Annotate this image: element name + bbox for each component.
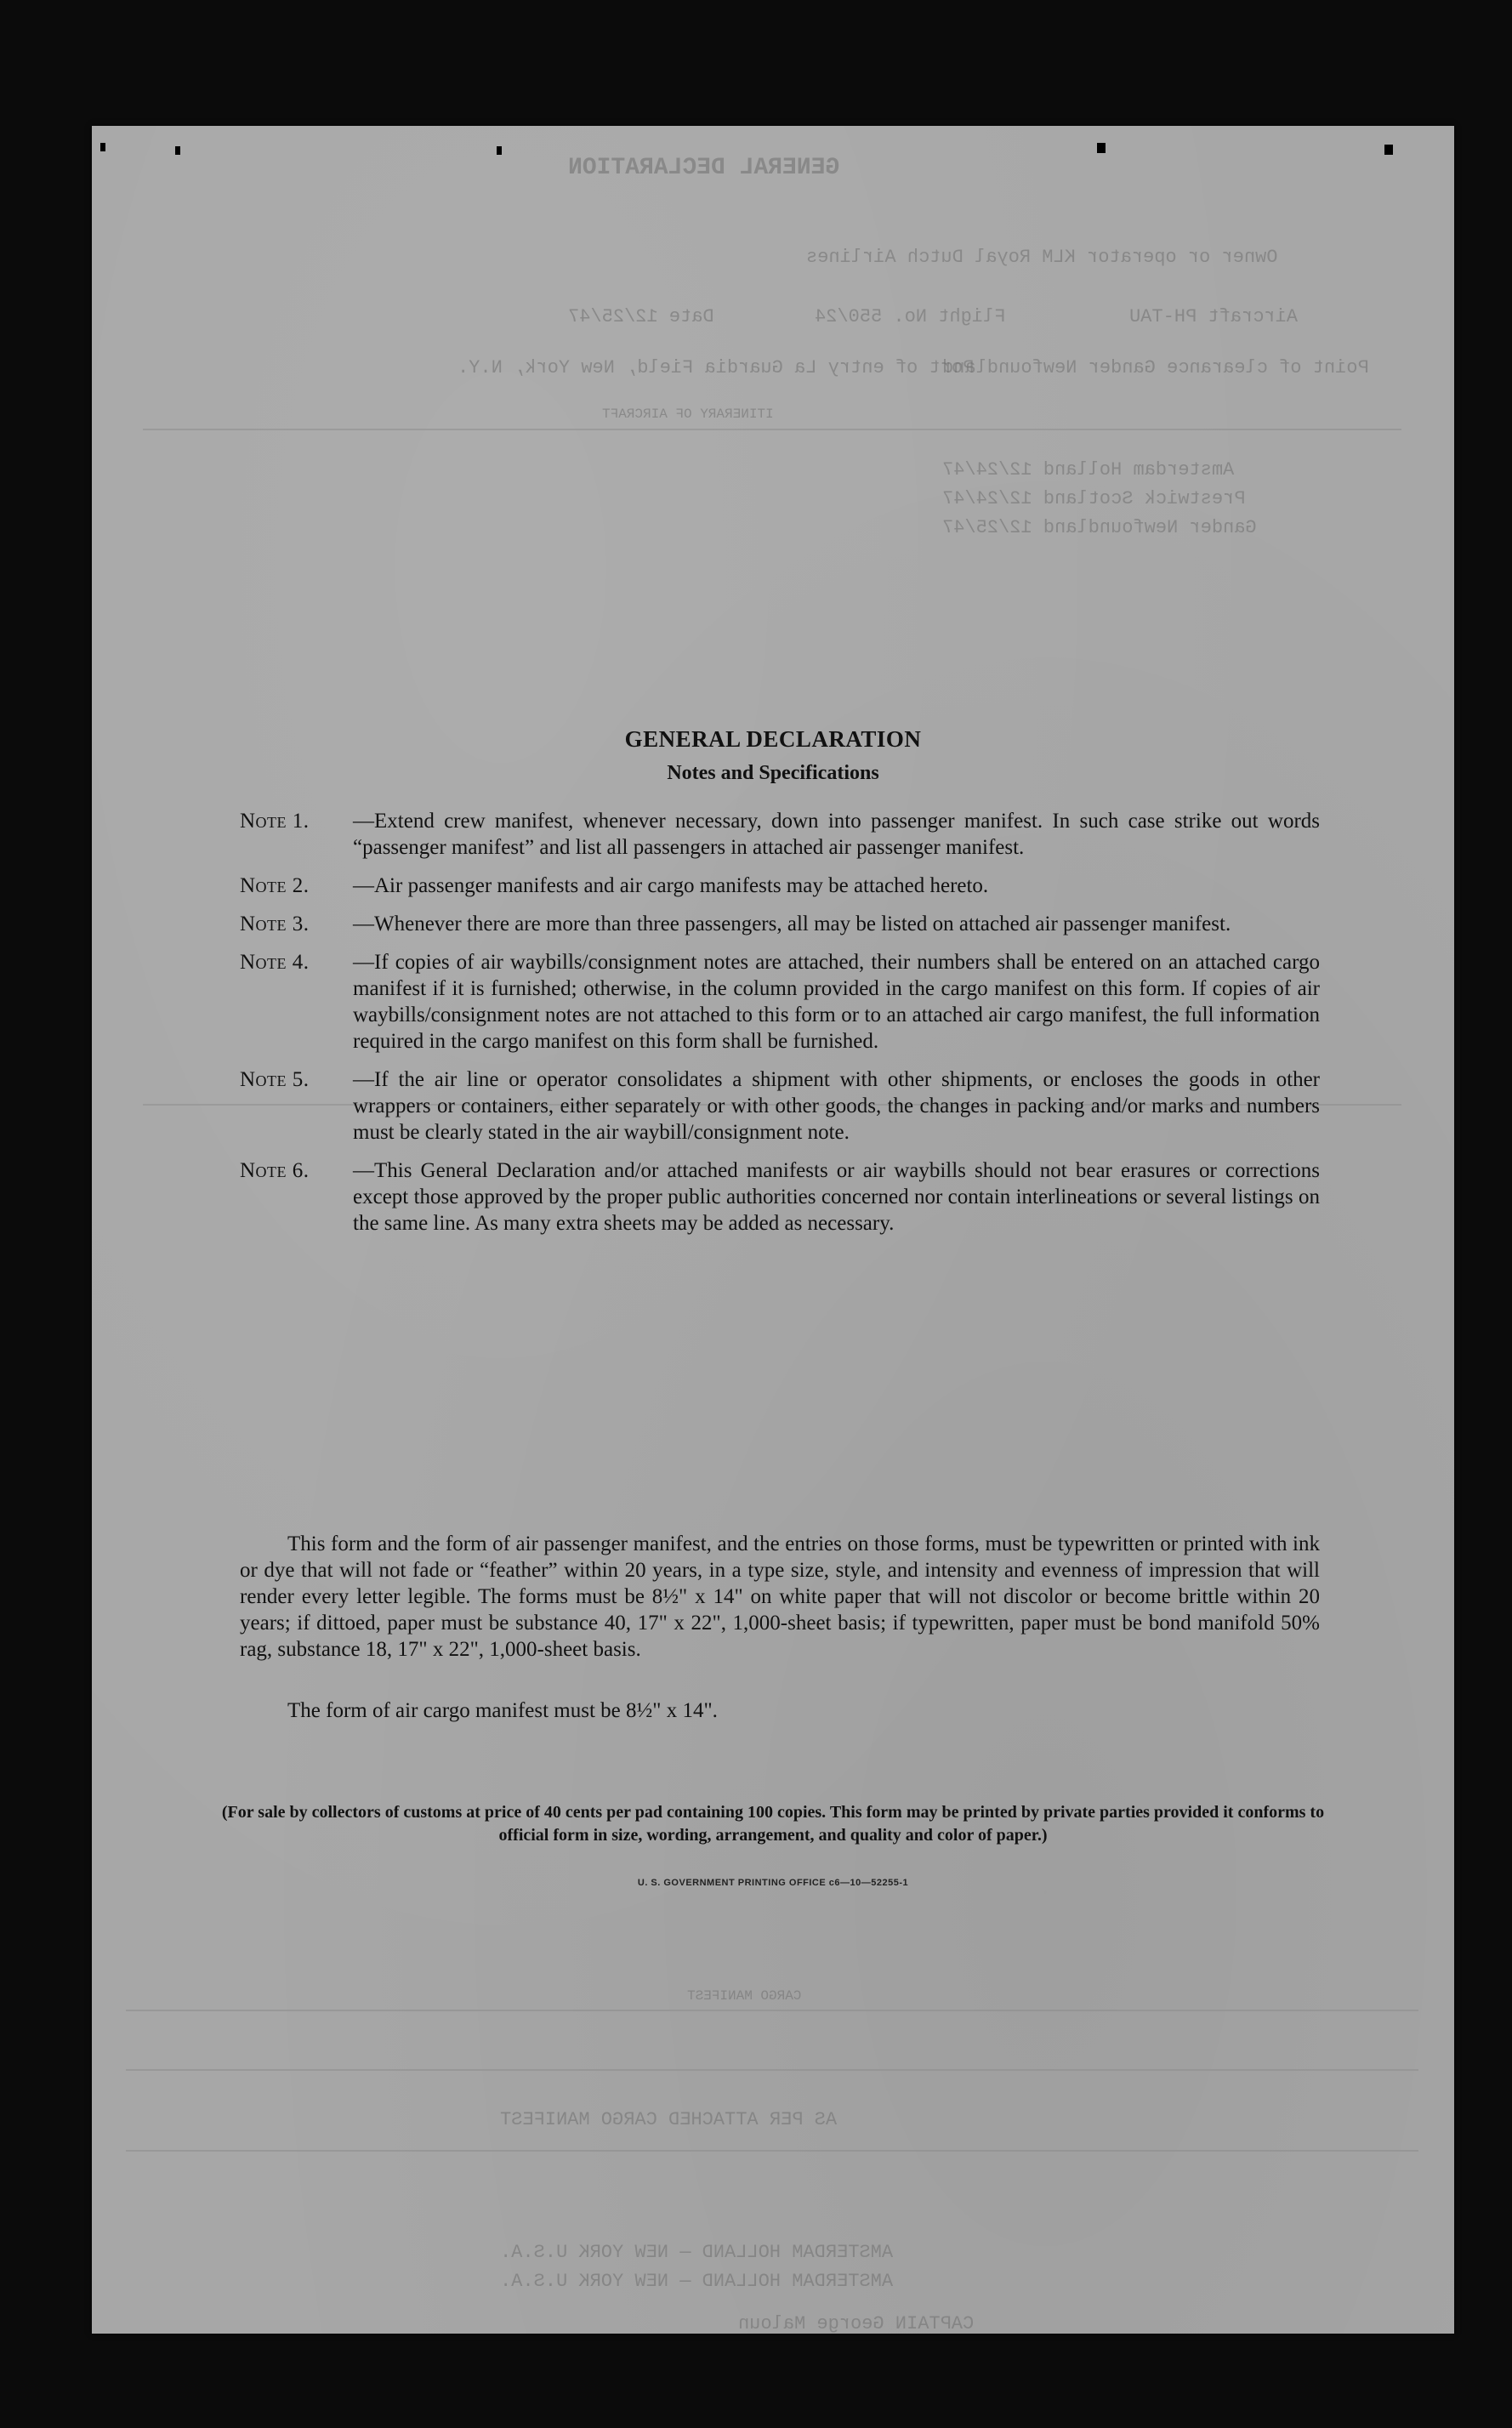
specification-paragraph: This form and the form of air passenger manifest, and the entries on those forms, must be typewritten or printed with ink or dye that will not fade or “feather” within 20 years, in a type size, style, and intensity and evenness of impression that will render every letter legible. The forms must be 8½" x 14" on white paper that will not discolor or become brittle within 20 years; if dittoed, paper must be substance 40, 17" x 22", 1,000-sheet basis; if typewritten, paper must be bond manifold 50% rag, substance 18, 17" x 22", 1,000-sheet basis. — [240, 1532, 1320, 1661]
note-text: —Whenever there are more than three passengers, all may be listed on attached air passenger manifest. — [353, 913, 1231, 935]
scan-speck — [1384, 145, 1393, 155]
bleed-destined-2: AMSTERDAM HOLLAND — NEW YORK U.S.A. — [500, 2271, 894, 2292]
note-1 — [240, 808, 1320, 861]
bleed-header: GENERAL DECLARATION — [568, 155, 840, 181]
page-subtitle: Notes and Specifications — [667, 762, 879, 784]
bleed-itinerary: ITINERARY OF AIRCRAFT — [602, 407, 774, 422]
bleed-stop-1: Amsterdam Holland 12/24/47 — [942, 459, 1235, 480]
bleed-aircraft: Aircraft PH-TAU — [1129, 306, 1299, 327]
note-label: Note 2. — [240, 874, 310, 897]
printer-imprint: U. S. GOVERNMENT PRINTING OFFICE c6—10—52255-1 — [637, 1878, 909, 1888]
note-label: Note 4. — [240, 951, 310, 974]
scan-speck — [100, 143, 105, 151]
bleed-clearance: Point of clearance Gander Newfoundland — [942, 357, 1369, 378]
bleed-flight: Flight No. 550/24 — [815, 306, 1006, 327]
bleed-cargo-manifest: CARGO MANIFEST — [687, 1988, 802, 2004]
document-page — [92, 126, 1454, 2334]
bleed-date: Date 12/25/47 — [568, 306, 714, 327]
bleed-stop-3: Gander Newfoundland 12/25/47 — [942, 517, 1257, 538]
bleed-rule — [126, 2069, 1418, 2071]
bleed-no-cargo: AS PER ATTACHED CARGO MANIFEST — [500, 2109, 838, 2130]
bleed-rule — [143, 429, 1401, 430]
scan-speck — [175, 146, 180, 155]
bleed-owner: Owner or operator KLM Royal Dutch Airlines — [806, 247, 1278, 268]
bleed-rule — [126, 2150, 1418, 2152]
note-6 — [240, 1157, 1320, 1237]
note-5 — [240, 1066, 1320, 1146]
note-label: Note 6. — [240, 1159, 310, 1182]
note-2 — [240, 873, 1320, 899]
cargo-manifest-size: The form of air cargo manifest must be 8½" x 14". — [287, 1699, 718, 1722]
page-title: GENERAL DECLARATION — [624, 726, 922, 752]
sale-notice: (For sale by collectors of customs at price of 40 cents per pad containing 100 copies. This form may be printed by private parties provided it conforms to official form in size, wording, arrangement, and quality and color of paper.) — [221, 1803, 1325, 1845]
bleed-stop-2: Prestwick Scotland 12/24/47 — [942, 488, 1246, 509]
note-text: —This General Declaration and/or attached manifests or air waybills should not bear erasures or corrections except those approved by the proper public authorities concerned nor contain interlineations or several listings on the same line. As many extra sheets may be added as necessary. — [353, 1159, 1320, 1235]
bleed-entry: Port of entry La Guardia Field, New York, N.Y. — [458, 357, 975, 378]
notes-list — [240, 808, 1320, 1248]
note-text: —Extend crew manifest, whenever necessary, down into passenger manifest. In such case strike out words “passenger manifest” and list all passengers in attached air passenger manifest. — [353, 810, 1320, 859]
note-3 — [240, 911, 1320, 937]
note-label: Note 5. — [240, 1068, 310, 1091]
note-label: Note 1. — [240, 810, 310, 833]
note-text: —If the air line or operator consolidates a shipment with other shipments, or encloses the goods in other wrappers or containers, either separately or with other goods, the changes in packing and/or marks and numbers must be clearly stated in the air waybill/consignment note. — [353, 1068, 1320, 1144]
scan-speck — [497, 146, 502, 155]
note-label: Note 3. — [240, 913, 310, 935]
scan-speck — [1097, 143, 1106, 153]
bleed-captain: CAPTAIN George Maloun — [738, 2313, 975, 2334]
note-text: —Air passenger manifests and air cargo manifests may be attached hereto. — [353, 874, 989, 897]
bleed-destined-1: AMSTERDAM HOLLAND — NEW YORK U.S.A. — [500, 2242, 894, 2263]
note-4 — [240, 949, 1320, 1055]
bleed-rule — [126, 2010, 1418, 2011]
note-text: —If copies of air waybills/consignment notes are attached, their numbers shall be entered on an attached cargo manifest if it is furnished; otherwise, in the column provided in the cargo manifest on this form. If copies of air waybills/consignment notes are not attached to this form or to an attached air cargo manifest, the full information required in the cargo manifest on this form shall be furnished. — [353, 951, 1320, 1053]
